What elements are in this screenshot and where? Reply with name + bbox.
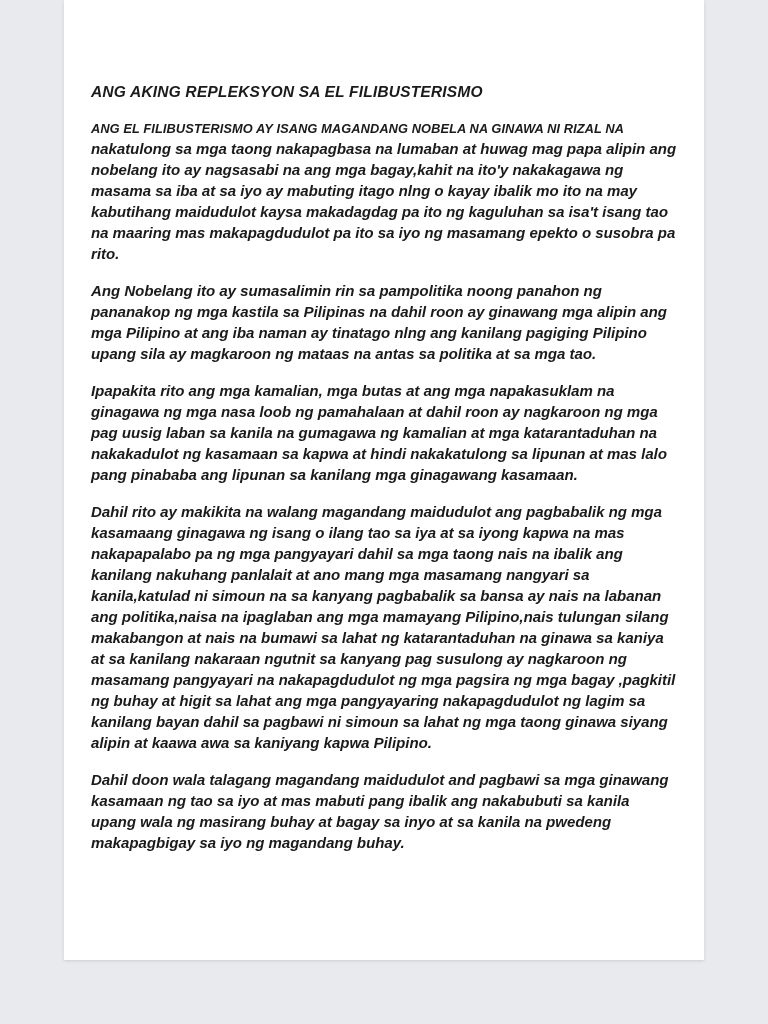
paragraph-4: Dahil rito ay makikita na walang magandang maidudulot ang pagbabalik ng mga kasamaang ginagawa ng isang o ilang tao sa iya at sa iyong kapwa na mas nakapapalabo pa ng mga pangyayari dahil sa mga taong nais na ibalik ang kanilang nakuhang panlalait at ano mang mga masamang nangyari sa kanila,katulad ni simoun na sa kanyang pagbabalik sa bansa ay nais na labanan ang politika,naisa na ipaglaban ang mga mamayang Pilipino,nais tulungan silang makabangon at nais na bumawi sa lahat ng katarantaduhan na ginawa sa kaniya at sa kanilang nakaraan ngutnit sa kanyang pag susulong ay nagkaroon ng masamang pangyayari na nakapagdudulot ng mga pagsira ng mga bagay ,pagkitil ng buhay at higit sa lahat ang mga pangyayaring nakapagdudulot ng lagim sa kanilang bayan dahil sa pagbawi ni simoun sa lahat ng mga taong ginawa siyang alipin at kaawa awa sa kaniyang kapwa Pilipino. xyxy=(91,504,676,752)
paragraph-5: Dahil doon wala talagang magandang maidudulot and pagbawi sa mga ginawang kasamaan ng tao sa iyo at mas mabuti pang ibalik ang nakabubuti sa kanila upang wala ng masirang buhay at bagay sa inyo at sa kanila na pwedeng makapagbigay sa iyo ng magandang buhay. xyxy=(91,772,669,852)
paragraph-1-lead: ANG EL FILIBUSTERISMO AY ISANG MAGANDANG NOBELA NA GINAWA NI RIZAL NA xyxy=(91,121,625,136)
paragraph-1-body: nakatulong sa mga taong nakapagbasa na lumaban at huwag mag papa alipin ang nobelang ito ay nagsasabi na ang mga bagay,kahit na ito'y nakakagawa ng masama sa iba at sa iyo ay mabuting itago nlng o kayay ibalik mo ito na may kabutihang maidudulot kaysa makadagdag pa ito ng kaguluhan sa isa't isang tao na maaring mas makapagdudulot pa ito sa iyo ng masamang epekto o susobra pa rito. xyxy=(91,141,677,263)
paragraph-2: Ang Nobelang ito ay sumasalimin rin sa pampolitika noong panahon ng pananakop ng mga kastila sa Pilipinas na dahil roon ay ginawang mga alipin ang mga Pilipino at ang iba naman ay tinatago nlng ang kanilang pagiging Pilipino upang sila ay magkaroon ng mataas na antas sa politika at sa mga tao. xyxy=(91,283,667,363)
document-title: ANG AKING REPLEKSYON SA EL FILIBUSTERISMO xyxy=(91,84,483,101)
document-page xyxy=(64,0,704,960)
paragraph-1 xyxy=(91,118,678,265)
document-content xyxy=(64,0,704,854)
paragraph-3: Ipapakita rito ang mga kamalian, mga butas at ang mga napakasuklam na ginagawa ng mga nasa loob ng pamahalaan at dahil roon ay nagkaroon ng mga pag uusig laban sa kanila na gumagawa ng kamalian at mga katarantaduhan na nakakadulot ng kasamaan sa kapwa at hindi nakakatulong sa lipunan at mas lalo pang pinababa ang lipunan sa kanilang mga ginagawang kasamaan. xyxy=(91,383,668,484)
